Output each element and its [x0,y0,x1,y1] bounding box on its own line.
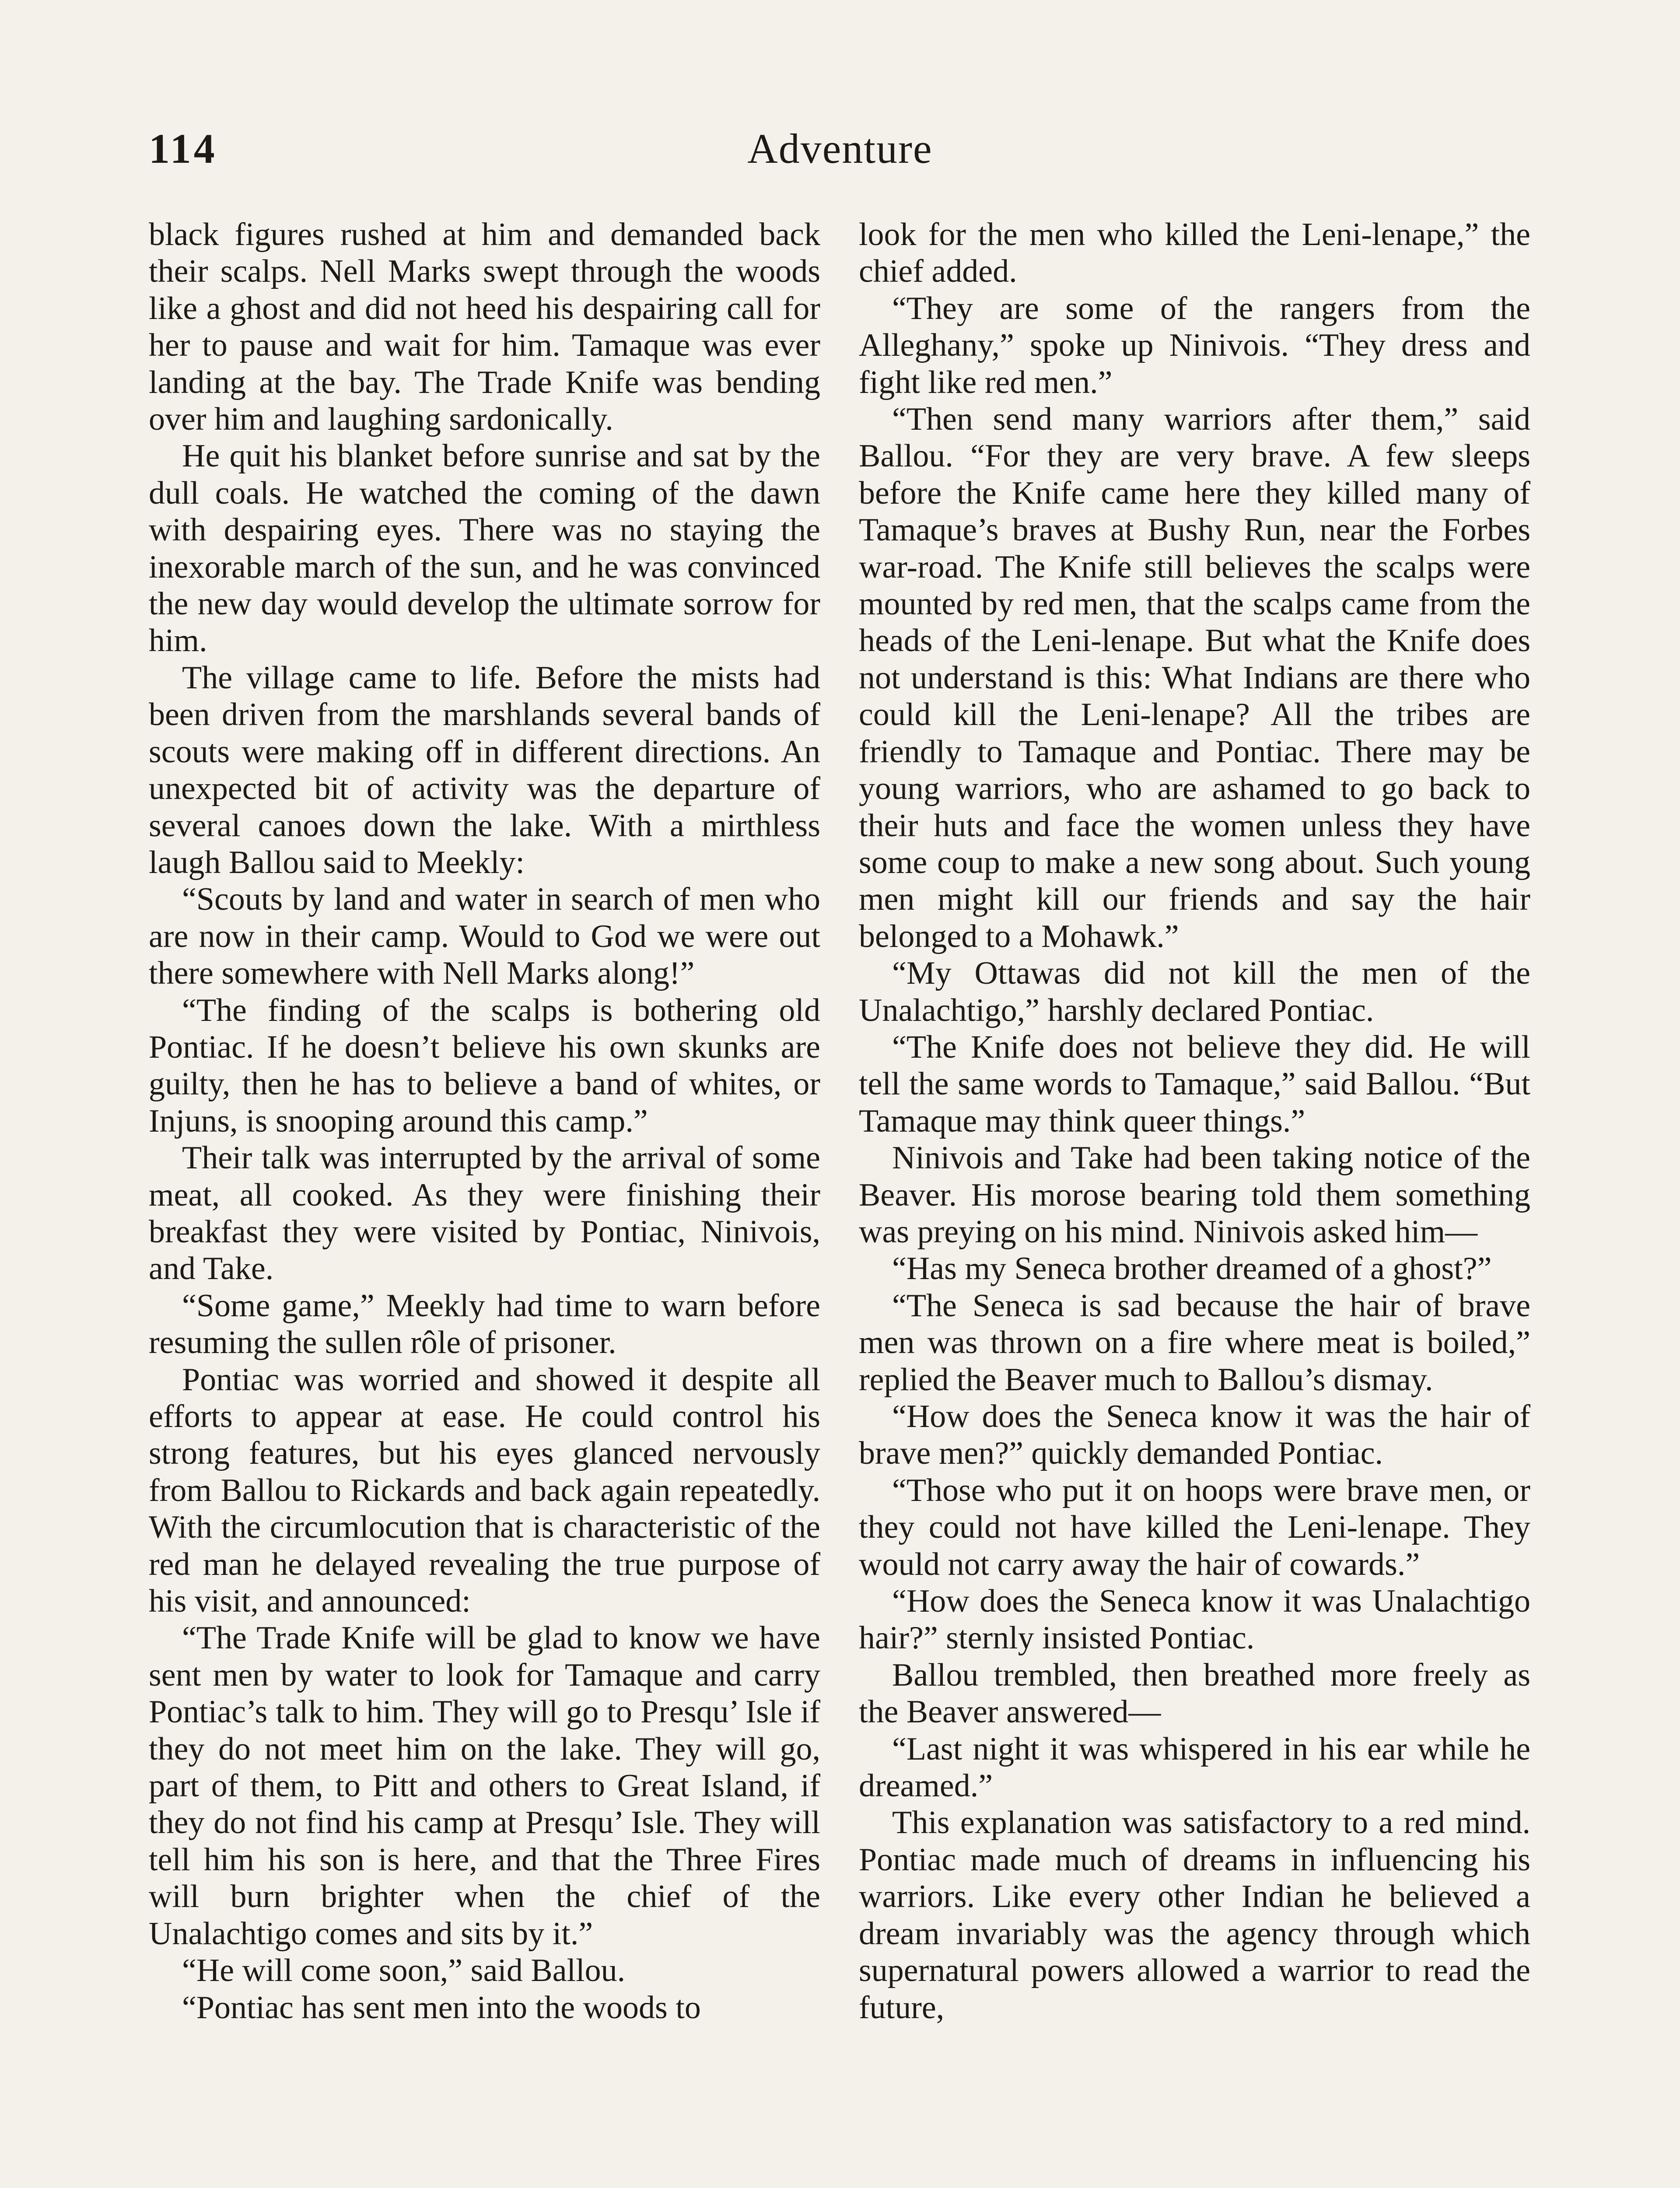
left-column [149,216,820,2026]
paragraph: “Some game,” Meekly had time to warn before resuming the sullen rôle of prisoner. [149,1287,820,1361]
paragraph: “He will come soon,” said Ballou. [182,1953,626,1989]
paragraph: “Pontiac has sent men into the woods to [182,1989,701,2026]
paragraph: “The Trade Knife will be glad to know we have sent men by water to look for Tamaque and carry Pontiac’s talk to him. They will go to Presqu’ Isle if they do not meet him on the lake. They will go, part of them, to Pitt and others to Great Island, if they do not find his camp at Presqu’ Isle. They will tell him his son is here, and that the Three Fires will burn brighter when the chief of the Unalachtigo comes and sits by it.” [149,1620,820,1952]
right-column [859,216,1530,2026]
paragraph: Pontiac was worried and showed it despite all efforts to appear at ease. He could control his strong features, but his eyes glanced nervously from Ballou to Rickards and back again repeatedly. With the circumlocution that is characteristic of the red man he delayed revealing the true purpose of his visit, and announced: [149,1361,820,1620]
paragraph: “The Seneca is sad because the hair of brave men was thrown on a fire where meat is boiled,” replied the Beaver much to Ballou’s dismay. [859,1287,1530,1398]
paragraph: Their talk was interrupted by the arrival of some meat, all cooked. As they were finishing their breakfast they were visited by Pontiac, Ninivois, and Take. [149,1140,820,1287]
paragraph: look for the men who killed the Leni-lenape,” the chief added. [859,217,1530,290]
paragraph: “How does the Seneca know it was the hair of brave men?” quickly demanded Pontiac. [859,1399,1530,1472]
paragraph: black figures rushed at him and demanded back their scalps. Nell Marks swept through the woods like a ghost and did not heed his despairing call for her to pause and wait for him. Tamaque was ever landing at the bay. The Trade Knife was bending over him and laughing sardonically. [149,217,820,438]
paragraph: “The Knife does not believe they did. He will tell the same words to Tamaque,” said Ballou. “But Tamaque may think queer things.” [859,1029,1530,1139]
page-header [0,118,1680,179]
paragraph: “My Ottawas did not kill the men of the Unalachtigo,” harshly declared Pontiac. [859,955,1530,1028]
paragraph: Ninivois and Take had been taking notice of the Beaver. His morose bearing told them something was preying on his mind. Ninivois asked him— [859,1140,1530,1250]
paragraph: He quit his blanket before sunrise and sat by the dull coals. He watched the coming of the dawn with despairing eyes. There was no staying the inexorable march of the sun, and he was convinced the new day would develop the ultimate sorrow for him. [149,438,820,659]
page-number: 114 [149,125,217,172]
paragraph: Ballou trembled, then breathed more freely as the Beaver answered— [859,1657,1530,1730]
paragraph: “Then send many warriors after them,” said Ballou. “For they are very brave. A few sleeps before the Knife came here they killed many of Tamaque’s braves at Bushy Run, near the Forbes war-road. The Knife still believes the scalps were mounted by red men, that the scalps came from the heads of the Leni-lenape. But what the Knife does not understand is this: What Indians are there who could kill the Leni-lenape? All the tribes are friendly to Tamaque and Pontiac. There may be young warriors, who are ashamed to go back to their huts and face the women unless they have some coup to make a new song about. Such young men might kill our friends and say the hair belonged to a Mohawk.” [859,401,1530,954]
paragraph: “Last night it was whispered in his ear while he dreamed.” [859,1731,1530,1804]
paragraph: “Scouts by land and water in search of men who are now in their camp. Would to God we were out there somewhere with Nell Marks along!” [149,881,820,992]
paragraph: This explanation was satisfactory to a red mind. Pontiac made much of dreams in influencing his warriors. Like every other Indian he believed a dream invariably was the agency through which supernatural powers allowed a warrior to read the future, [859,1805,1530,2026]
paragraph: “They are some of the rangers from the Alleghany,” spoke up Ninivois. “They dress and fight like red men.” [859,290,1530,400]
paragraph: “How does the Seneca know it was Unalachtigo hair?” sternly insisted Pontiac. [859,1583,1530,1656]
paragraph: “The finding of the scalps is bothering old Pontiac. If he doesn’t believe his own skunks are guilty, then he has to believe a band of whites, or Injuns, is snooping around this camp.” [149,992,820,1139]
paragraph: “Has my Seneca brother dreamed of a ghost?” [892,1251,1492,1287]
paragraph: “Those who put it on hoops were brave men, or they could not have killed the Leni-lenape. They would not carry away the hair of cowards.” [859,1472,1530,1582]
running-title: Adventure [747,125,933,172]
paragraph: The village came to life. Before the mists had been driven from the marshlands several bands of scouts were making off in different directions. An unexpected bit of activity was the departure of several canoes down the lake. With a mirthless laugh Ballou said to Meekly: [149,659,820,880]
